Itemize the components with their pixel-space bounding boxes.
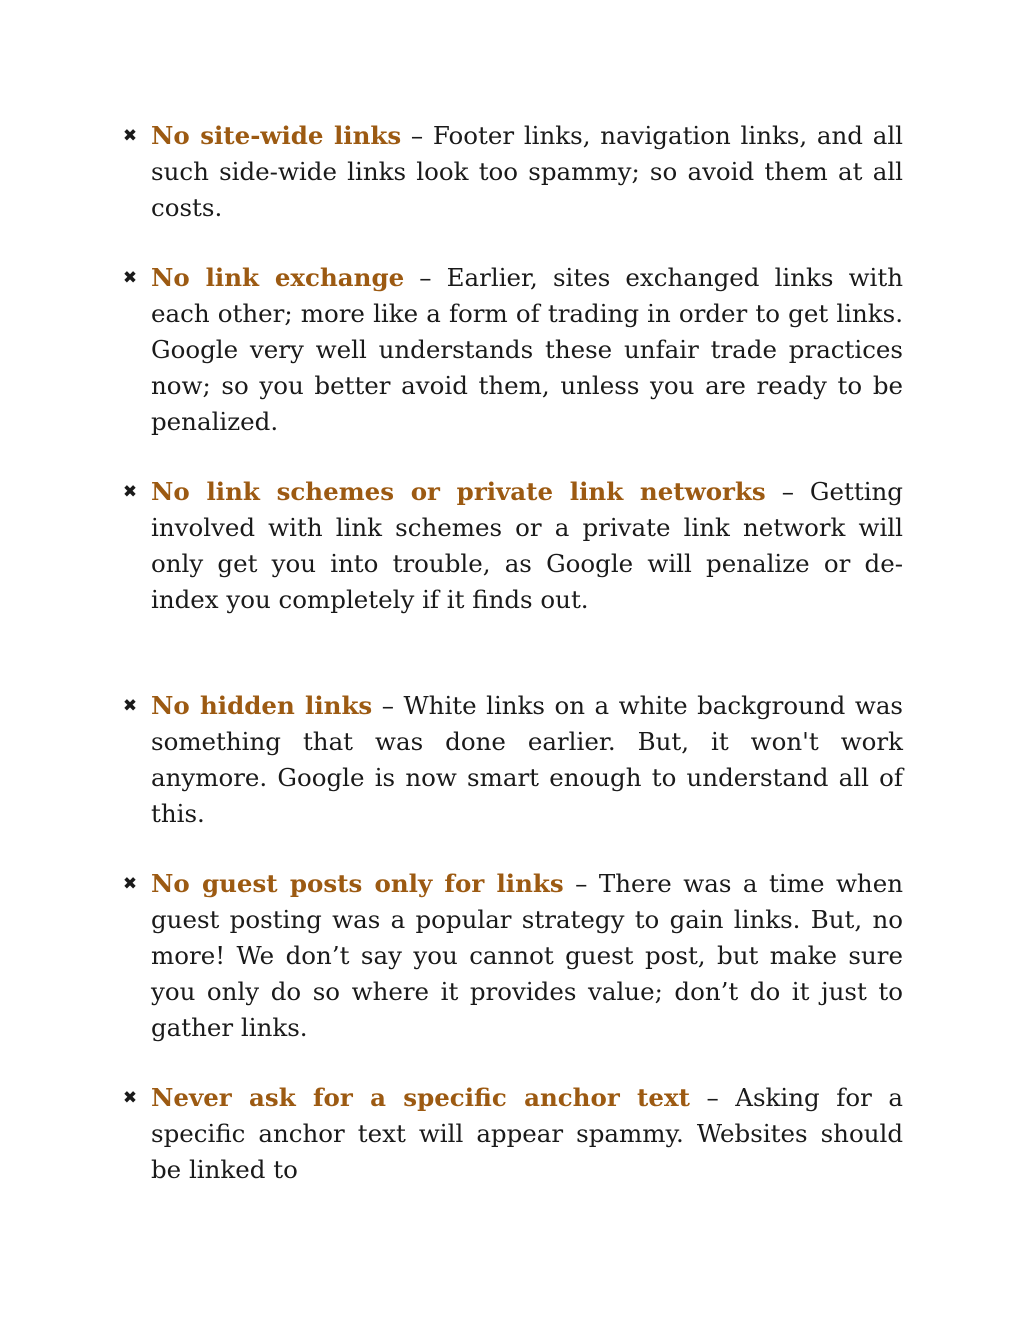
item-term: No link exchange bbox=[151, 263, 405, 292]
item-text: – Asking for a specific anchor text will appear spammy. Websites should be linked to bbox=[151, 1083, 903, 1184]
item-term: Never ask for a specific anchor text bbox=[151, 1083, 690, 1112]
x-mark-icon: ✖ bbox=[122, 268, 138, 288]
item-text: – Getting involved with link schemes or a private link network will only get you into trouble, as Google will penalize or de-index you completely if it finds out. bbox=[151, 477, 903, 614]
item-term: No site-wide links bbox=[151, 121, 402, 150]
x-mark-icon: ✖ bbox=[122, 482, 138, 502]
x-mark-icon: ✖ bbox=[122, 1088, 138, 1108]
list-item bbox=[122, 118, 903, 226]
list-item bbox=[122, 688, 903, 832]
list-item bbox=[122, 474, 903, 618]
x-mark-icon: ✖ bbox=[122, 126, 138, 146]
item-term: No guest posts only for links bbox=[151, 869, 564, 898]
item-text: – There was a time when guest posting was a popular strategy to gain links. But, no more! We don’t say you cannot guest post, but make sure you only do so where it provides value; don’t do it just to gather links. bbox=[151, 869, 903, 1042]
item-text: – Footer links, navigation links, and all such side-wide links look too spammy; so avoid them at all costs. bbox=[151, 121, 903, 222]
list-item bbox=[122, 260, 903, 440]
item-term: No link schemes or private link networks bbox=[151, 477, 766, 506]
item-text: – White links on a white background was something that was done earlier. But, it won't work anymore. Google is now smart enough to understand all of this. bbox=[151, 691, 903, 828]
item-term: No hidden links bbox=[151, 691, 373, 720]
x-mark-icon: ✖ bbox=[122, 696, 138, 716]
list-item bbox=[122, 1080, 903, 1188]
x-mark-icon: ✖ bbox=[122, 874, 138, 894]
item-text: – Earlier, sites exchanged links with each other; more like a form of trading in order to get links. Google very well understands these unfair trade practices now; so you better avoid them, unless you are ready to be penalized. bbox=[151, 263, 903, 436]
list-item bbox=[122, 866, 903, 1046]
